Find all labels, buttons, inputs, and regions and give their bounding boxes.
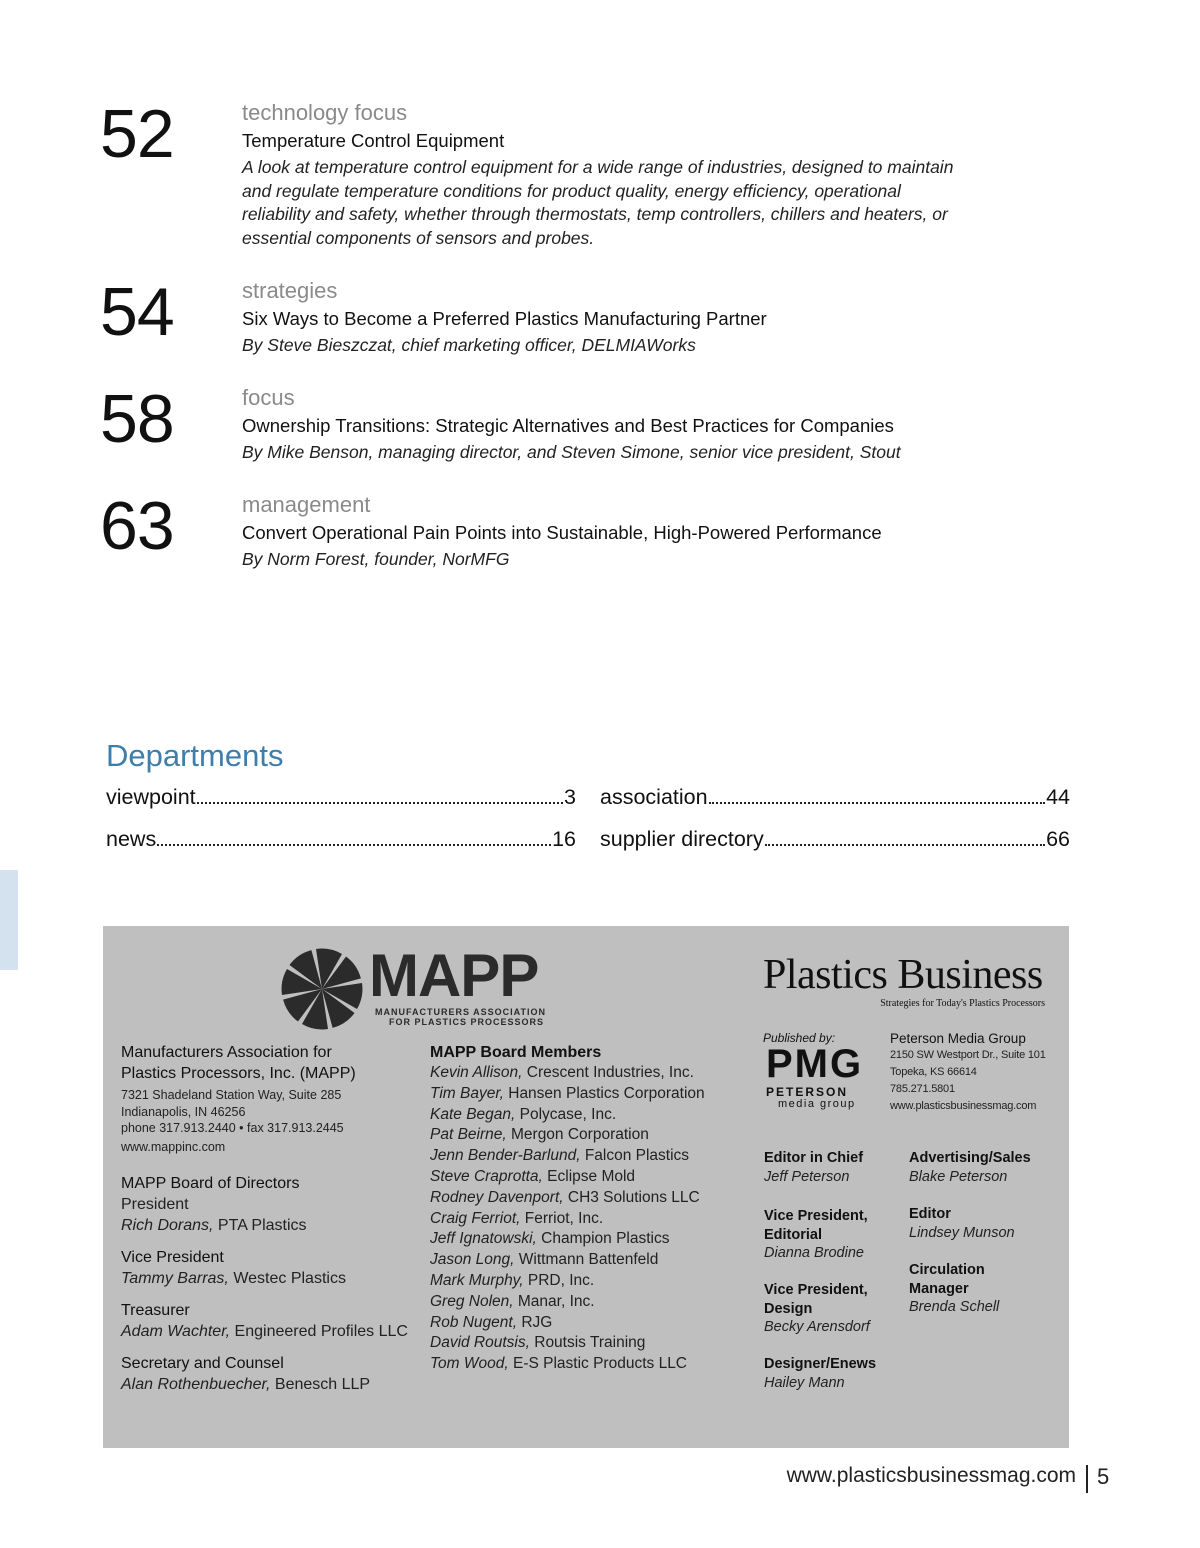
staff-title: Design <box>764 1300 813 1317</box>
department-label: viewpoint <box>106 785 196 809</box>
department-entry[interactable] <box>106 785 576 827</box>
staff-entry <box>909 1261 1049 1317</box>
masthead-panel <box>103 926 1069 1448</box>
feature-item <box>100 381 1020 475</box>
officer-role: Treasurer <box>121 1302 190 1319</box>
officer-company: PTA Plastics <box>213 1217 307 1234</box>
staff-name: Jeff Peterson <box>764 1168 850 1185</box>
board-member: Steve Craprotta, Eclipse Mold <box>430 1167 636 1185</box>
feature-page-number: 58 <box>100 381 174 457</box>
publisher-info <box>890 1030 1060 1115</box>
feature-description-line: reliability and safety, whether through thermostats, temp controllers, chillers and heaters, or <box>242 204 948 224</box>
mapp-contact-column <box>121 1042 421 1395</box>
publication-title: Plastics Business <box>763 952 1043 998</box>
feature-item <box>100 274 1020 368</box>
officer-role: Vice President <box>121 1249 224 1266</box>
staff-entry <box>909 1205 1049 1242</box>
mapp-logo <box>279 944 551 1030</box>
publisher-website[interactable]: www.plasticsbusinessmag.com <box>890 1100 1037 1112</box>
pmg-logo-letters: PMG <box>766 1042 864 1086</box>
plastics-business-logo <box>763 952 1045 1012</box>
feature-category: focus <box>242 385 295 410</box>
board-member: Kate Began, Polycase, Inc. <box>430 1105 617 1123</box>
staff-title: Manager <box>909 1280 969 1297</box>
staff-title: Vice President, <box>764 1208 868 1224</box>
feature-description-line: essential components of sensors and probes. <box>242 227 595 248</box>
pmg-logo-subtitle: media group <box>778 1098 856 1110</box>
staff-entry <box>764 1281 904 1337</box>
staff-title: Editor <box>909 1206 951 1222</box>
mapp-logo-wordmark: MAPP <box>369 942 539 1009</box>
staff-title: Vice President, <box>764 1282 868 1298</box>
staff-name: Brenda Schell <box>909 1299 1000 1315</box>
officer-company: Engineered Profiles LLC <box>230 1323 408 1340</box>
staff-title: Designer/Enews <box>764 1356 877 1372</box>
feature-page-number: 54 <box>100 274 174 350</box>
mapp-website[interactable]: www.mappinc.com <box>121 1139 226 1154</box>
pmg-logo <box>764 1042 870 1110</box>
staff-entry <box>909 1149 1059 1186</box>
board-member: Jason Long, Wittmann Battenfeld <box>430 1251 659 1269</box>
department-page: 16 <box>552 827 576 851</box>
board-member: Mark Murphy, PRD, Inc. <box>430 1271 595 1289</box>
footer-url[interactable]: www.plasticsbusinessmag.com <box>786 1464 1076 1487</box>
leader-dots <box>709 802 1046 804</box>
board-member: Rob Nugent, RJG <box>430 1313 553 1331</box>
officer-entry <box>121 1215 421 1236</box>
publisher-address: Topeka, KS 66614 <box>890 1066 977 1078</box>
feature-item <box>100 488 1020 582</box>
board-member: Greg Nolen, Manar, Inc. <box>430 1292 595 1310</box>
page-number: 5 <box>1097 1464 1110 1489</box>
officer-entry <box>121 1321 421 1342</box>
officer-name: Alan Rothenbuecher, <box>121 1376 271 1393</box>
staff-title: Editor in Chief <box>764 1150 864 1166</box>
staff-title: Circulation <box>909 1262 985 1278</box>
officer-name: Adam Wachter, <box>121 1323 231 1340</box>
publication-tagline: Strategies for Today's Plastics Processors <box>880 998 1045 1009</box>
feature-title[interactable]: Ownership Transitions: Strategic Alternatives and Best Practices for Companies <box>242 415 894 436</box>
feature-byline: By Mike Benson, managing director, and Steven Simone, senior vice president, Stout <box>242 442 901 462</box>
mapp-address: Indianapolis, IN 46256 <box>121 1104 246 1119</box>
officer-company: Benesch LLP <box>270 1376 371 1393</box>
feature-page-number: 52 <box>100 96 174 172</box>
feature-byline: By Norm Forest, founder, NorMFG <box>242 549 510 569</box>
department-label: supplier directory <box>600 827 764 851</box>
officer-company: Westec Plastics <box>228 1270 346 1287</box>
department-label: news <box>106 827 157 851</box>
footer-divider <box>1086 1465 1088 1493</box>
feature-title[interactable]: Temperature Control Equipment <box>242 130 505 151</box>
staff-name: Becky Arensdorf <box>764 1319 870 1335</box>
staff-name: Dianna Brodine <box>764 1245 864 1261</box>
department-entry[interactable] <box>600 785 1070 827</box>
department-page: 66 <box>1046 827 1070 851</box>
department-entry[interactable] <box>600 827 1070 869</box>
departments-heading: Departments <box>106 738 284 773</box>
staff-title: Advertising/Sales <box>909 1150 1031 1166</box>
department-entry[interactable] <box>106 827 576 869</box>
staff-title: Editorial <box>764 1226 823 1243</box>
feature-description-line: A look at temperature control equipment for a wide range of industries, designed to maintain <box>242 157 954 177</box>
department-page: 3 <box>564 785 576 809</box>
publisher-name: Peterson Media Group <box>890 1031 1026 1046</box>
publisher-phone: 785.271.5801 <box>890 1083 955 1095</box>
staff-entry <box>764 1207 904 1263</box>
published-by-label: Published by: <box>763 1031 836 1045</box>
leader-dots <box>765 844 1045 846</box>
pmg-logo-word: PETERSON <box>766 1085 849 1099</box>
leader-dots <box>197 802 563 804</box>
publisher-address: 2150 SW Westport Dr., Suite 101 <box>890 1049 1046 1061</box>
feature-title[interactable]: Six Ways to Become a Preferred Plastics Manufacturing Partner <box>242 308 767 329</box>
officer-name: Tammy Barras, <box>121 1270 229 1287</box>
board-member: Jenn Bender-Barlund, Falcon Plastics <box>430 1147 690 1165</box>
mapp-org-name: Plastics Processors, Inc. (MAPP) <box>121 1065 356 1082</box>
feature-category: technology focus <box>242 100 408 125</box>
board-member: Kevin Allison, Crescent Industries, Inc. <box>430 1064 694 1081</box>
side-tab-marker <box>0 870 18 970</box>
department-page: 44 <box>1046 785 1070 809</box>
feature-category: strategies <box>242 278 338 303</box>
directors-heading: MAPP Board of Directors <box>121 1175 300 1192</box>
officer-role: Secretary and Counsel <box>121 1355 284 1372</box>
board-member: Pat Beirne, Mergon Corporation <box>430 1126 649 1144</box>
mapp-phone: phone 317.913.2440 • fax 317.913.2445 <box>121 1121 344 1135</box>
mapp-logo-subtitle: FOR PLASTICS PROCESSORS <box>389 1017 545 1027</box>
board-member: Tom Wood, E-S Plastic Products LLC <box>430 1355 688 1373</box>
department-label: association <box>600 785 708 809</box>
staff-name: Hailey Mann <box>764 1374 845 1391</box>
officer-entry <box>121 1374 421 1395</box>
mapp-address: 7321 Shadeland Station Way, Suite 285 <box>121 1088 342 1102</box>
board-member: Tim Bayer, Hansen Plastics Corporation <box>430 1084 705 1102</box>
board-member: Jeff Ignatowski, Champion Plastics <box>430 1230 670 1248</box>
staff-name: Lindsey Munson <box>909 1224 1015 1241</box>
mapp-org-name: Manufacturers Association for <box>121 1044 332 1061</box>
board-member: David Routsis, Routsis Training <box>430 1334 646 1352</box>
pinwheel-icon <box>279 946 365 1032</box>
officer-entry <box>121 1268 421 1289</box>
officer-role: President <box>121 1196 189 1213</box>
feature-title[interactable]: Convert Operational Pain Points into Sustainable, High-Powered Performance <box>242 522 882 543</box>
board-members-column <box>430 1042 730 1375</box>
staff-entry <box>764 1149 904 1186</box>
feature-byline: By Steve Bieszczat, chief marketing officer, DELMIAWorks <box>242 335 696 355</box>
leader-dots <box>157 844 551 846</box>
feature-description-line: and regulate temperature conditions for product quality, energy efficiency, operational <box>242 180 901 201</box>
feature-category: management <box>242 492 371 517</box>
mapp-logo-subtitle: MANUFACTURERS ASSOCIATION <box>375 1007 546 1017</box>
board-member: Rodney Davenport, CH3 Solutions LLC <box>430 1188 700 1206</box>
departments-column-right <box>600 785 1070 869</box>
feature-description <box>242 156 1012 250</box>
departments-column-left <box>106 785 576 869</box>
staff-name: Blake Peterson <box>909 1168 1008 1185</box>
staff-entry <box>764 1355 904 1392</box>
board-members-heading: MAPP Board Members <box>430 1044 602 1061</box>
feature-item <box>100 96 1020 260</box>
officer-name: Rich Dorans, <box>121 1217 214 1234</box>
board-member: Craig Ferriot, Ferriot, Inc. <box>430 1209 604 1227</box>
feature-page-number: 63 <box>100 488 174 564</box>
